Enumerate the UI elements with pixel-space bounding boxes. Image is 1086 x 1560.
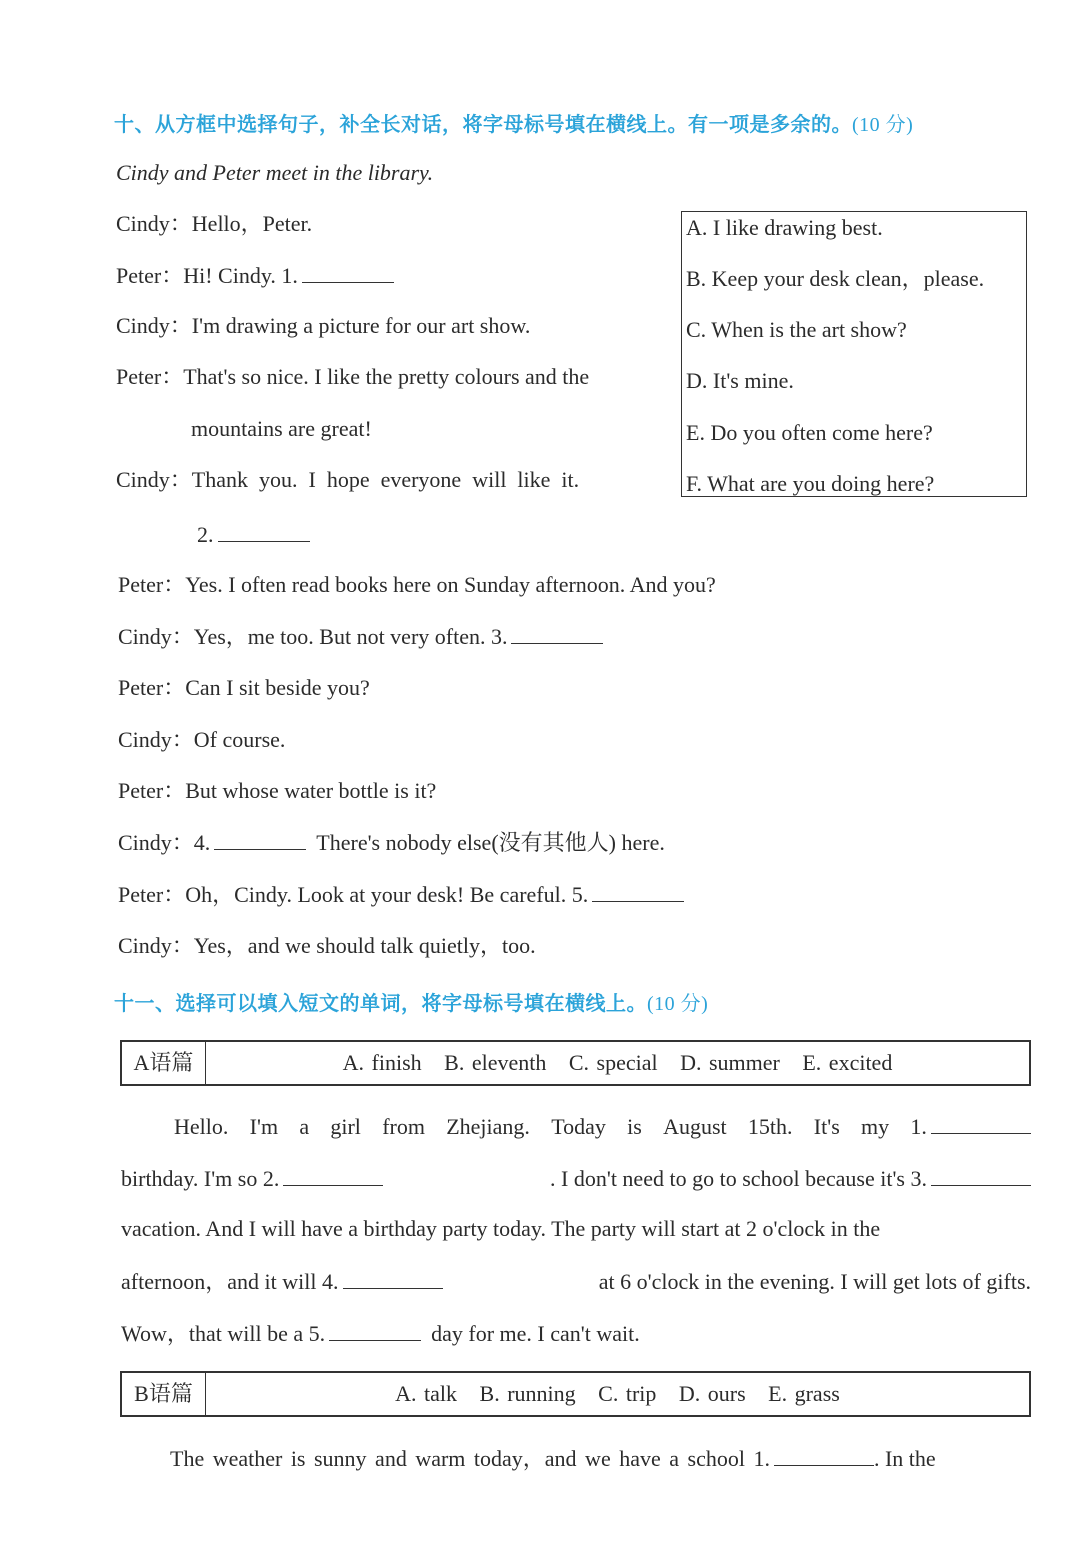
passage-a-line-3: vacation. And I will have a birthday party today. The party will start at 2 o'clock in the: [121, 1216, 881, 1241]
part-b-words: A. talk B. running C. trip D. ours E. grass: [395, 1381, 840, 1406]
passage-b-line-1-part: [170, 1443, 936, 1474]
dialogue-line-11: [118, 827, 665, 858]
word-number: [910, 1111, 1031, 1142]
word: a: [299, 1114, 310, 1139]
section-11-score: (10 分): [647, 993, 709, 1015]
option-a: A. I like drawing best.: [686, 215, 883, 240]
section-10-score: (10 分): [852, 114, 914, 136]
section-11-title: 十一、选择可以填入短文的单词，将字母标号填在横线上。: [114, 991, 647, 1015]
dialogue-line-7: [118, 621, 603, 652]
passage-a-line-4-text-a: afternoon，and it will 4.: [121, 1269, 339, 1294]
dialogue-line-11-rest: There's nobody else(没有其他人) here.: [316, 830, 665, 855]
options-box: [681, 211, 1027, 497]
word: from: [382, 1114, 425, 1139]
dialogue-line-1: Cindy：Hello，Peter.: [116, 211, 313, 236]
section-10-heading: [114, 108, 913, 137]
dialogue-line-12-text: Peter：Oh，Cindy. Look at your desk! Be careful. 5.: [118, 882, 589, 907]
passage-a-line-2-text-a: birthday. I'm so 2.: [121, 1166, 280, 1191]
option-b: B. Keep your desk clean，please.: [686, 266, 985, 291]
part-a-tag: A语篇: [122, 1042, 206, 1084]
answer-blank-5[interactable]: [592, 879, 684, 902]
dialogue-line-4-cont: mountains are great!: [191, 416, 372, 441]
passage-a-line-5-text-b: day for me. I can't wait.: [431, 1321, 640, 1346]
passage-b-line-1-text-a: The weather is sunny and warm today，and we have a school 1.: [170, 1446, 770, 1471]
dialogue-intro: Cindy and Peter meet in the library.: [116, 160, 434, 185]
word: is: [627, 1114, 642, 1139]
word: Zhejiang.: [446, 1114, 530, 1139]
word: my: [861, 1114, 890, 1139]
part-b-word-box: [120, 1371, 1031, 1417]
option-f: F. What are you doing here?: [686, 471, 935, 496]
dialogue-line-8: Peter：Can I sit beside you?: [118, 675, 370, 700]
passage-a-number-1: 1.: [910, 1114, 927, 1139]
word: Today: [551, 1114, 606, 1139]
dialogue-line-2: [116, 260, 394, 291]
dialogue-line-4: Peter：That's so nice. I like the pretty colours and the: [116, 364, 590, 389]
passage-a-line-5: [121, 1318, 1031, 1349]
option-d: D. It's mine.: [686, 368, 794, 393]
dialogue-line-11-text: Cindy：4.: [118, 830, 211, 855]
answer-blank-1[interactable]: [302, 260, 394, 283]
passage-b-blank-1[interactable]: [774, 1443, 874, 1466]
dialogue-line-10: Peter：But whose water bottle is it?: [118, 778, 437, 803]
section-11-heading: [114, 987, 708, 1016]
word: 15th.: [747, 1114, 793, 1139]
passage-a-blank-5[interactable]: [329, 1318, 421, 1341]
passage-a-line-2-part: [121, 1163, 383, 1194]
dialogue-line-3: Cindy：I'm drawing a picture for our art show.: [116, 313, 531, 338]
dialogue-line-6: Peter：Yes. I often read books here on Sunday afternoon. And you?: [118, 572, 716, 597]
passage-b-line-1: [170, 1443, 1031, 1474]
passage-a-line-4-part: [121, 1266, 443, 1297]
dialogue-line-9: Cindy：Of course.: [118, 727, 286, 752]
passage-a-line-4: [121, 1266, 1031, 1297]
dialogue-line-7-text: Cindy：Yes，me too. But not very often. 3.: [118, 624, 508, 649]
dialogue-number-2: 2.: [197, 522, 214, 547]
option-e: E. Do you often come here?: [686, 420, 933, 445]
option-c: C. When is the art show?: [686, 317, 907, 342]
part-b-tag: B语篇: [122, 1373, 206, 1415]
word: girl: [330, 1114, 361, 1139]
passage-a-line-2-text-b: . I don't need to go to school because it's 3.: [550, 1166, 927, 1191]
passage-a-blank-3[interactable]: [931, 1163, 1031, 1186]
answer-blank-2[interactable]: [218, 519, 310, 542]
passage-a-blank-4[interactable]: [343, 1266, 443, 1289]
dialogue-line-5-cont: [197, 519, 310, 550]
dialogue-line-13: Cindy：Yes，and we should talk quietly，too.: [118, 933, 536, 958]
passage-a-blank-1[interactable]: [931, 1111, 1031, 1134]
passage-a-line-4-text-b: at 6 o'clock in the evening. I will get lots of gifts.: [598, 1269, 1031, 1294]
section-10-title: 十、从方框中选择句子，补全长对话，将字母标号填在横线上。有一项是多余的。: [114, 112, 852, 136]
answer-blank-3[interactable]: [511, 621, 603, 644]
word: I'm: [249, 1114, 279, 1139]
passage-a-line-2: [121, 1163, 1031, 1194]
dialogue-line-2-text: Peter：Hi! Cindy. 1.: [116, 263, 298, 288]
passage-a-blank-2[interactable]: [283, 1163, 383, 1186]
passage-a-line-1: [174, 1111, 1031, 1142]
passage-a-line-2-part-b: [550, 1163, 1031, 1194]
part-a-word-box: [120, 1040, 1031, 1086]
word: Hello.: [174, 1114, 229, 1139]
answer-blank-4[interactable]: [214, 827, 306, 850]
passage-b-line-1-text-b: . In the: [873, 1446, 936, 1471]
passage-a-line-5-text-a: Wow，that will be a 5.: [121, 1321, 326, 1346]
word: August: [663, 1114, 727, 1139]
part-a-words: A. finish B. eleventh C. special D. summer E. excited: [342, 1050, 893, 1075]
dialogue-line-5: Cindy：Thank you. I hope everyone will like it.: [116, 467, 580, 492]
dialogue-line-12: [118, 879, 684, 910]
word: It's: [813, 1114, 840, 1139]
